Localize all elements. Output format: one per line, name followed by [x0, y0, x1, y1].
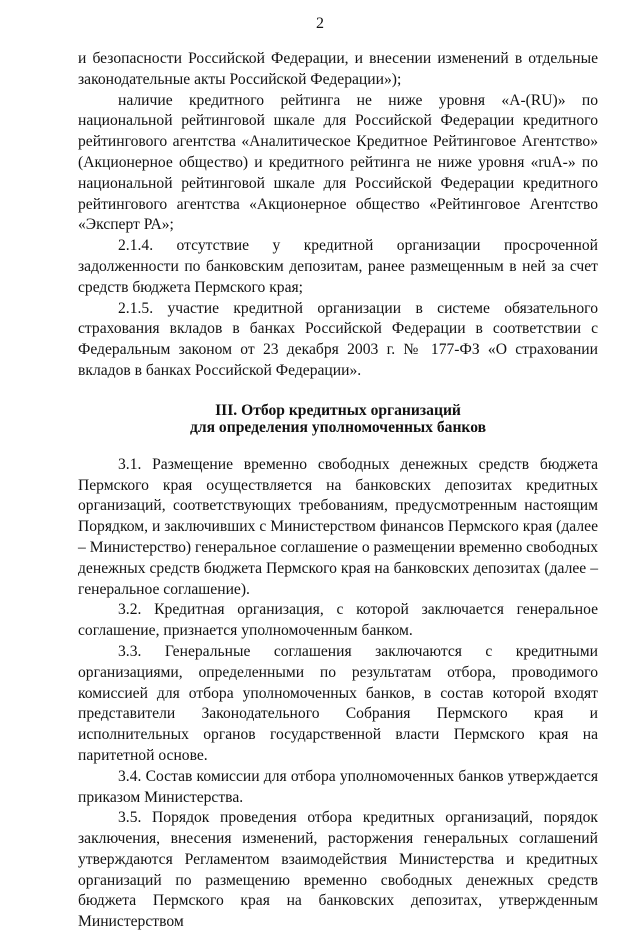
- paragraph-3-1: 3.1. Размещение временно свободных денежных средств бюджета Пермского края осуществляется на банковских депозитах кредитных организаций, соответствующих требованиям, предусмотренным настоящим Порядком, и заключивших с Министерством финансов Пермского края (далее – Министерство) генеральное соглашение о размещении временно свободных денежных средств бюджета Пермского края на банковских депозитах (далее – генеральное соглашение).: [78, 455, 598, 598]
- paragraph-rating-requirement: наличие кредитного рейтинга не ниже уровня «A-(RU)» по национальной рейтинговой шкале для Российской Федерации кредитного рейтингового агентства «Аналитическое Кредитное Рейтинговое Агентство» (Акционерное общество) и кредитного рейтинга не ниже уровня «ruA-» по национальной рейтинговой шкале для Российской Федерации кредитного рейтингового агентства «Акционерное общество «Рейтинговое Агентство «Эксперт РА»;: [78, 91, 598, 234]
- paragraph-3-4: 3.4. Состав комиссии для отбора уполномоченных банков утверждается приказом Министерства.: [78, 767, 598, 806]
- paragraph-2-1-5: 2.1.5. участие кредитной организации в системе обязательного страхования вкладов в банках Российской Федерации в соответствии с Федеральным законом от 23 декабря 2003 г. № 177-ФЗ «О страховании вкладов в банках Российской Федерации».: [78, 299, 598, 379]
- section-heading-line-2: для определения уполномоченных банков: [189, 418, 487, 436]
- document-body: [78, 49, 598, 933]
- section-heading: [78, 402, 598, 436]
- paragraph-continuation: и безопасности Российской Федерации, и внесении изменений в отдельные законодательные акты Российской Федерации»);: [78, 50, 598, 88]
- paragraph-3-3: 3.3. Генеральные соглашения заключаются с кредитными организациями, определенными по результатам отбора, проводимого комиссией для отбора уполномоченных банков, в состав которой входят представители Законодательного Собрания Пермского края и исполнительных органов государственной власти Пермского края на паритетной основе.: [78, 642, 598, 764]
- paragraph-3-5: 3.5. Порядок проведения отбора кредитных организаций, порядок заключения, внесения изменений, расторжения генеральных соглашений утверждаются Регламентом взаимодействия Министерства и кредитных организаций по размещению временно свободных денежных средств бюджета Пермского края на банковских депозитах, утвержденным Министерством: [78, 809, 598, 931]
- paragraph-3-2: 3.2. Кредитная организация, с которой заключается генеральное соглашение, признается уполномоченным банком.: [78, 601, 598, 640]
- page-number: 2: [316, 15, 324, 32]
- paragraph-2-1-4: 2.1.4. отсутствие у кредитной организации просроченной задолженности по банковским депозитам, ранее размещенным в ней за счет средств бюджета Пермского края;: [78, 237, 598, 296]
- section-heading-line-1: III. Отбор кредитных организаций: [215, 401, 461, 419]
